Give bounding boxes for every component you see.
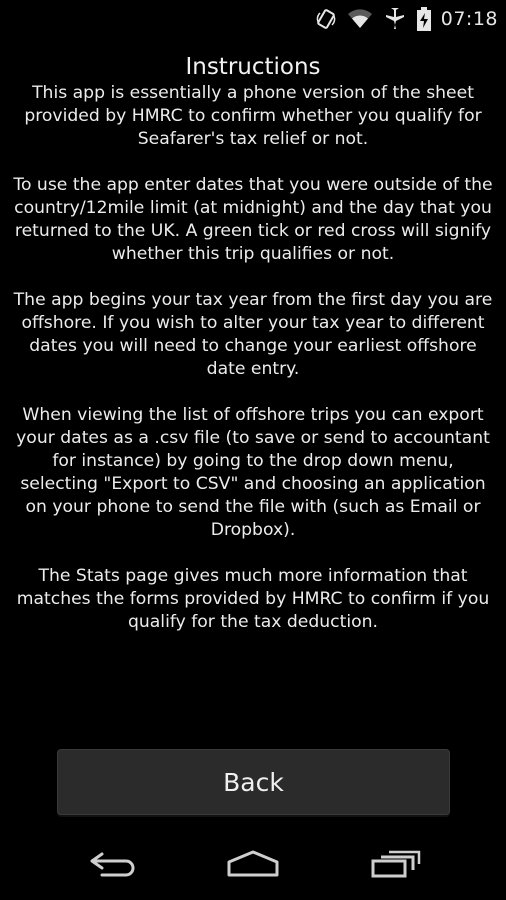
wifi-icon bbox=[347, 8, 373, 30]
page-title: Instructions bbox=[185, 54, 321, 80]
status-icons bbox=[315, 0, 498, 38]
home-nav-button[interactable] bbox=[218, 848, 288, 882]
airplane-mode-icon bbox=[383, 8, 407, 30]
instructions-paragraph-2: To use the app enter dates that you were outside of the country/12mile limit (at midnight) and the day that you returned to the UK. A green tick or red cross will signify whether this trip qualifies or not. bbox=[13, 175, 493, 264]
back-nav-button[interactable] bbox=[78, 848, 148, 882]
status-time: 07:18 bbox=[440, 8, 498, 30]
instructions-paragraph-4: When viewing the list of offshore trips you can export your dates as a .csv file (to save or send to accountant for instance) by going to the drop down menu, selecting "Export to CSV" and choosing an application on your phone to send the file with (such as Email or Dropbox). bbox=[16, 405, 490, 540]
back-nav-icon bbox=[88, 848, 138, 882]
recent-apps-icon bbox=[369, 848, 421, 882]
instructions-paragraph-3: The app begins your tax year from the first day you are offshore. If you wish to alter your tax year to different dates you will need to change your earliest offshore date entry. bbox=[13, 290, 493, 379]
navigation-bar bbox=[0, 826, 506, 900]
battery-charging-icon bbox=[417, 7, 431, 31]
instructions-content bbox=[0, 40, 506, 634]
instructions-paragraph-1: This app is essentially a phone version of the sheet provided by HMRC to confirm whether you qualify for Seafarer's tax relief or not. bbox=[24, 83, 482, 149]
instructions-paragraph-5: The Stats page gives much more information that matches the forms provided by HMRC to confirm if you qualify for the tax deduction. bbox=[16, 566, 490, 632]
recent-apps-nav-button[interactable] bbox=[360, 848, 430, 882]
back-button[interactable]: Back bbox=[57, 749, 450, 815]
status-bar bbox=[0, 0, 506, 38]
home-nav-icon bbox=[225, 848, 281, 882]
rotate-icon bbox=[315, 8, 337, 30]
